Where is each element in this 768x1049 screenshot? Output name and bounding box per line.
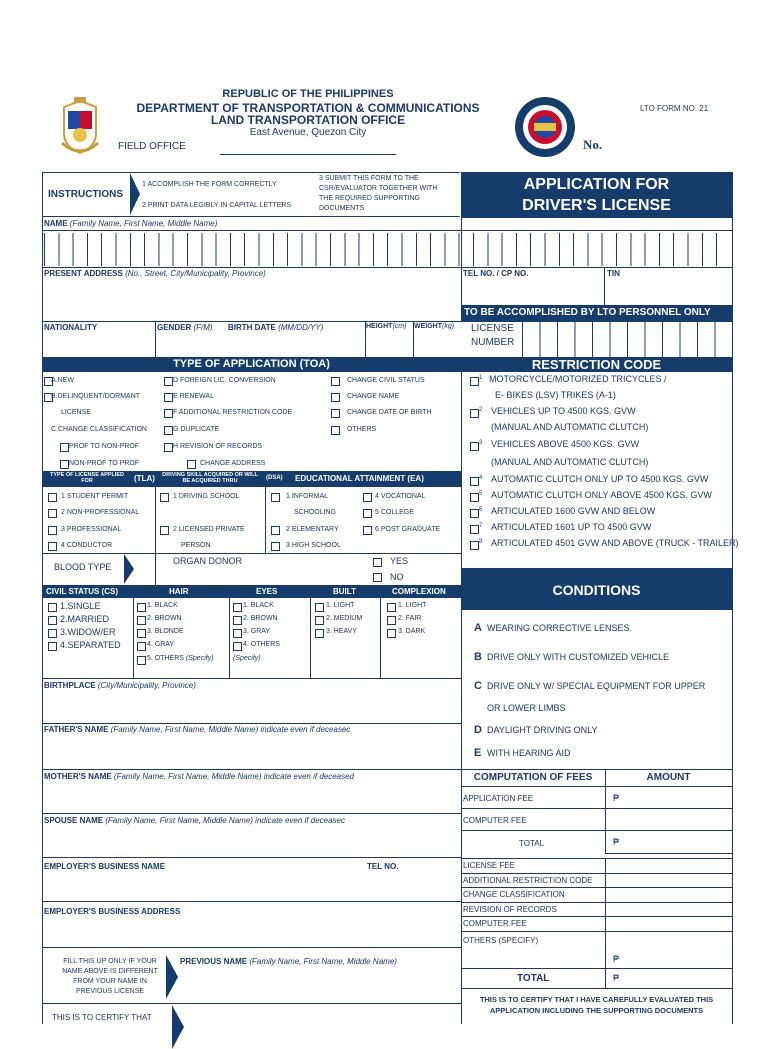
complexion-1-checkbox[interactable] [387,603,396,612]
instructions-title: INSTRUCTIONS [48,189,123,200]
fees-title: COMPUTATION OF FEES [473,772,593,783]
fee-total2-label: TOTAL [517,973,550,984]
fill-note-2: NAME ABOVE IS DIFFERENT [62,968,158,975]
civil-4-checkbox[interactable] [48,642,57,651]
condition-a-text: WEARING CORRECTIVE LENSES. [487,623,633,633]
complexion-title: COMPLEXION [392,587,446,596]
tla-2-label: 2 NON-PROFESSIONAL [61,509,140,516]
tin-label: TIN [607,269,620,278]
father-label: FATHER'S NAME (Family Name, First Name, Middle Name) indicate even if deceasec [44,725,351,734]
toa-change-address-checkbox[interactable] [187,460,196,469]
lto-form-number: LTO FORM NO. 21 [640,104,709,113]
header-lto: LAND TRANSPORTATION OFFICE [210,113,406,127]
hair-5-label: 5. OTHERS (Specify) [147,655,214,662]
restriction-8-num: 8 [479,539,483,545]
certify-right-2: APPLICATION INCLUDING THE SUPPORTING DOCUMENTS [489,1006,704,1015]
lto-only-bar [461,305,732,321]
ea-4-checkbox[interactable] [363,493,372,502]
dsa-1-checkbox[interactable] [160,493,169,502]
ea-5-checkbox[interactable] [363,509,372,518]
dsa-1-label: 1 DRIVING SCHOOL [173,493,240,500]
restriction-7-num: 7 [479,523,483,529]
tla-2-checkbox[interactable] [48,509,57,518]
toa-p2n-checkbox[interactable] [60,443,69,452]
toa-cname-label: CHANGE NAME [347,393,400,400]
instruction-3a: 3 SUBMIT THIS FORM TO THE [319,175,419,182]
condition-e-letter: E [474,747,482,759]
toa-civil-checkbox[interactable] [331,377,340,386]
condition-c-text: DRIVE ONLY W/ SPECIAL EQUIPMENT FOR UPPER [487,681,706,691]
hair-1-label: 1. BLACK [147,602,178,609]
header-department: DEPARTMENT OF TRANSPORTATION & COMMUNICATIONS [136,101,480,115]
dsa-2-label: 2 LICENSED PRIVATE [173,526,245,533]
dotc-seal-icon [58,97,102,157]
tla-dsa-ea-bar [42,471,461,487]
restriction-title-bar [461,357,732,372]
hair-3-checkbox[interactable] [137,629,146,638]
header-address: East Avenue, Quezon City [249,127,367,138]
fee-others-peso: ₱ [613,954,620,964]
civil-1-checkbox[interactable] [48,603,57,612]
eyes-3-label: 3. GRAY [243,628,271,635]
ea-2-checkbox[interactable] [271,526,280,535]
restriction-5-num: 5 [479,491,483,497]
instruction-3d: DOCUMENTS [319,205,365,212]
field-office-line[interactable] [220,154,396,155]
condition-d-text: DAYLIGHT DRIVING ONLY [487,725,598,735]
ea-2-label: 2 ELEMENTARY [286,526,339,533]
hair-1-checkbox[interactable] [137,603,146,612]
complexion-3-label: 3. DARK [398,628,426,635]
hair-title: HAIR [169,587,189,596]
restriction-2-label: VEHICLES UP TO 4500 KGS. GVW [491,406,636,416]
fee-license-label: LICENSE FEE [463,861,516,870]
license-number-label-a: LICENSE [471,323,514,334]
certify-right-1: THIS IS TO CERTIFY THAT I HAVE CAREFULLY EVALUATED THIS [479,995,714,1004]
header-republic: REPUBLIC OF THE PHILIPPINES [222,88,394,100]
hair-3-label: 3. BLONDE [147,628,184,635]
built-1-checkbox[interactable] [315,603,324,612]
restriction-1-label2: E- BIKES (LSV) TRIKES (A-1) [495,390,616,400]
toa-cname-checkbox[interactable] [331,393,340,402]
restriction-8-label: ARTICULATED 4501 GVW AND ABOVE (TRUCK - TRAILER) [491,538,739,548]
eyes-3-checkbox[interactable] [233,629,242,638]
toa-e-checkbox[interactable] [164,393,173,402]
employer-name-label: EMPLOYER'S BUSINESS NAME [44,862,166,871]
fee-computer-label: COMPUTER FEE [463,816,527,825]
toa-g-label: G DUPLICATE [173,426,220,433]
toa-title: TYPE OF APPLICATION (TOA) [173,358,330,370]
toa-others-label: OTHERS [347,426,377,433]
ea-3-checkbox[interactable] [271,542,280,551]
hair-5-checkbox[interactable] [137,656,146,665]
restriction-3-label: VEHICLES ABOVE 4500 KGS. GVW [491,439,640,449]
eyes-4-specify: (Specify) [233,655,261,662]
ea-3-label: 3 HIGH SCHOOL [286,542,341,549]
fee-total-peso: ₱ [613,837,620,847]
hair-4-checkbox[interactable] [137,642,146,651]
built-3-label: 3. HEAVY [326,628,357,635]
tla-1-checkbox[interactable] [48,493,57,502]
ea-1-checkbox[interactable] [271,493,280,502]
restriction-4-num: 4 [479,475,483,481]
eyes-4-label: 4. OTHERS [243,641,280,648]
toa-delinquent-label2: LICENSE [61,409,91,416]
built-2-checkbox[interactable] [315,616,324,625]
lto-logo-icon [514,96,576,158]
employer-name-field[interactable] [44,874,458,898]
certify-left-text: THIS IS TO CERTIFY THAT [52,1013,152,1022]
name-label: NAME (Family Name, First Name, Middle Name) [44,219,218,228]
tla-1-label: 1 STUDENT PERMIT [61,493,129,500]
tla-3-checkbox[interactable] [48,526,57,535]
restriction-2-label2: (MANUAL AND AUTOMATIC CLUTCH) [491,422,649,432]
restriction-1-num: 1 [479,375,483,381]
previous-name-field[interactable] [180,970,458,1000]
toa-new-label: A.NEW [51,377,74,384]
civil-3-checkbox[interactable] [48,629,57,638]
restriction-8-checkbox[interactable] [470,541,479,550]
tla-3-label: 3 PROFESSIONAL [61,526,122,533]
fee-revision-label: REVISION OF RECORDS [463,905,557,914]
tel-label: TEL NO. / CP NO. [463,269,529,278]
employer-address-field[interactable] [44,918,458,944]
toa-civil-label: CHANGE CIVIL STATUS [347,377,425,384]
hair-4-label: 4. GRAY [147,641,175,648]
ea-4-label: 4 VOCATIONAL [375,493,426,500]
restriction-6-checkbox[interactable] [470,509,479,518]
name-input-boxes[interactable] [44,233,730,266]
restriction-2-checkbox[interactable] [470,409,479,418]
built-1-label: 1. LIGHT [326,602,355,609]
toa-delinquent-label: B.DELINQUENT/DORMANT [51,393,141,400]
toa-cdob-label: CHANGE DATE OF BIRTH [347,409,432,416]
ea-6-label: 6 POST GRADUATE [375,526,441,533]
fill-note-1: FILL THIS UP ONLY IF YOUR [63,958,157,965]
restriction-7-label: ARTICULATED 1601 UP TO 4500 GVW [491,522,652,532]
restriction-3-label2: (MANUAL AND AUTOMATIC CLUTCH) [491,457,649,467]
birthdate-label: BIRTH DATE (MM/DD/YY) [228,323,324,332]
civil-4-label: 4.SEPARATED [60,640,121,650]
mother-label: MOTHER'S NAME (Family Name, First Name, Middle Name) indicate even if deceased [44,772,355,781]
previous-name-arrow [166,955,178,999]
donor-no-checkbox[interactable] [373,573,382,582]
ea-label: EDUCATIONAL ATTAINMENT (EA) [295,474,424,483]
complexion-1-label: 1. LIGHT [398,602,427,609]
fee-change-class-label: CHANGE CLASSIFICATION [463,890,565,899]
address-field[interactable] [44,282,458,318]
toa-f-label: F ADDITIONAL RESTRICTION CODE [173,409,293,416]
restriction-2-num: 2 [479,407,483,413]
restriction-6-label: ARTICULATED 1600 GVW AND BELOW [491,506,656,516]
toa-n2p-checkbox[interactable] [60,460,69,469]
condition-e-text: WITH HEARING AID [487,748,571,758]
toa-g-checkbox[interactable] [164,426,173,435]
condition-a-letter: A [474,622,482,634]
form-title-line1: APPLICATION FOR [523,176,670,193]
restriction-4-checkbox[interactable] [470,477,479,486]
complexion-2-checkbox[interactable] [387,616,396,625]
toa-f-checkbox[interactable] [164,409,173,418]
restriction-4-label: AUTOMATIC CLUTCH ONLY UP TO 4500 KGS. GVW [491,474,709,484]
instruction-1: 1 ACCOMPLISH THE FORM CORRECTLY [142,181,277,188]
certify-left-arrow [172,1005,184,1049]
license-number-label-b: NUMBER [471,337,515,348]
fill-note-3: FROM YOUR NAME IN [73,978,147,985]
fee-computer2-label: COMPUTER FEE [463,919,527,928]
restriction-6-num: 6 [479,507,483,513]
civil-2-label: 2.MARRIED [60,614,110,624]
dsa-2-label2: PERSON [181,542,211,549]
conditions-title: CONDITIONS [552,582,641,598]
form-no-label: No. [583,137,603,152]
toa-h-label: H REVISION OF RECORDS [173,443,263,450]
toa-change-address-label: CHANGE ADDRESS [200,460,266,467]
eyes-2-label: 2. BROWN [243,615,278,622]
complexion-3-checkbox[interactable] [387,629,396,638]
restriction-5-label: AUTOMATIC CLUTCH ONLY ABOVE 4500 KGS. GVW [491,490,712,500]
toa-p2n-label: PROF TO NON-PROF [69,443,140,450]
tla-4-label: 4 CONDUCTOR [61,542,113,549]
instruction-3c: THE REQUIRED SUPPORTING [319,195,420,202]
civil-1-label: 1.SINGLE [60,601,101,611]
built-2-label: 2. MEDIUM [326,615,363,622]
employer-tel-label: TEL NO. [367,862,399,871]
previous-name-label: PREVIOUS NAME (Family Name, First Name, Middle Name) [180,957,397,966]
blood-type-arrow [124,554,134,584]
hair-2-label: 2. BROWN [147,615,182,622]
tla-code: (TLA) [134,474,155,483]
organ-donor-label: ORGAN DONOR [173,556,243,566]
condition-c-letter: C [474,680,482,692]
father-field[interactable] [44,737,458,765]
dsa-label: DRIVING SKILL ACQUIRED OR WILL BE ACQUIRED THRU [162,472,258,484]
condition-b-text: DRIVE ONLY WITH CUSTOMIZED VEHICLE [487,652,670,662]
restriction-7-checkbox[interactable] [470,525,479,534]
restriction-5-checkbox[interactable] [470,493,479,502]
field-office-label: FIELD OFFICE [118,141,186,152]
toa-n2p-label: NON-PROF TO PROF [69,460,140,467]
address-label: PRESENT ADDRESS (No., Street, City/Municipality, Province) [44,269,266,278]
toa-change-class-label: C.CHANGE CLASSIFICATION [51,426,147,433]
toa-d-label: D FOREIGN LIC. CONVERSION [173,377,276,384]
birthplace-field[interactable] [44,693,458,721]
weight-label: WEIGHT(kg) [414,323,455,330]
eyes-title: EYES [256,587,278,596]
nationality-label: NATIONALITY [44,323,98,332]
restriction-1-label: MOTORCYCLE/MOTORIZED TRICYCLES / [489,374,667,384]
instruction-3b: CSR/EVALUATOR TOGETHER WITH [319,185,438,192]
mother-field[interactable] [44,784,458,810]
civil-status-title: CIVIL STATUS (CS) [46,587,118,596]
certify-right [461,994,732,1016]
toa-others-checkbox[interactable] [331,426,340,435]
tla-4-checkbox[interactable] [48,542,57,551]
toa-e-label: E RENEWAL [173,393,214,400]
instructions-arrow [130,173,140,215]
fee-application-peso: ₱ [613,793,620,803]
spouse-field[interactable] [44,828,458,854]
restriction-title: RESTRICTION CODE [531,357,662,372]
fee-total-label: TOTAL [519,839,545,848]
form-title-line2: DRIVER'S LICENSE [522,197,671,214]
built-3-checkbox[interactable] [315,629,324,638]
fee-application-label: APPLICATION FEE [463,794,534,803]
condition-c-text2: OR LOWER LIMBS [487,703,566,713]
eyes-1-checkbox[interactable] [233,603,242,612]
instruction-2: 2 PRINT DATA LEGIBLY IN CAPITAL LETTERS [142,202,292,209]
spouse-label: SPOUSE NAME (Family Name, First Name, Middle Name) indicate even if deceasec [44,816,345,825]
toa-title-bar [42,357,461,372]
hair-2-checkbox[interactable] [137,616,146,625]
condition-d-letter: D [474,724,482,736]
complexion-2-label: 2. FAIR [398,615,422,622]
toa-d-checkbox[interactable] [164,377,173,386]
ea-5-label: 5 COLLEGE [375,509,414,516]
form-title-box [461,172,732,218]
fee-others-label: OTHERS (SPECIFY) [463,936,539,945]
condition-b-letter: B [474,651,482,663]
lto-only-text: TO BE ACCOMPLISHED BY LTO PERSONNEL ONLY [464,307,711,318]
fees-amount-header: AMOUNT [646,772,691,783]
toa-h-checkbox[interactable] [164,443,173,452]
fee-arc-label: ADDITIONAL RESTRICTION CODE [463,876,593,885]
eyes-1-label: 1. BLACK [243,602,274,609]
restriction-3-num: 3 [479,440,483,446]
tla-label: TYPE OF LICENSE APPLIED FOR [49,472,125,484]
ea-6-checkbox[interactable] [363,526,372,535]
fill-note-4: PREVIOUS LICENSE [75,988,145,995]
conditions-bar [461,568,732,610]
dsa-code: (DSA) [266,475,283,481]
donor-yes-checkbox[interactable] [373,558,382,567]
ea-1-label2: SCHOOLING [294,509,337,516]
ea-1-label: 1 INFORMAL [286,493,329,500]
fee-total2-peso: ₱ [613,973,620,983]
donor-no-label: NO [390,572,404,582]
gender-label: GENDER (F/M) [157,323,213,332]
employer-address-label: EMPLOYER'S BUSINESS ADDRESS [44,907,181,916]
built-title: BUILT [333,587,356,596]
donor-yes-label: YES [390,556,409,566]
license-number-boxes[interactable] [522,321,732,357]
fill-note [44,957,176,997]
birthplace-label: BIRTHPLACE (City/Municipality, Province) [44,681,196,690]
dsa-2-checkbox[interactable] [160,526,169,535]
restriction-1-checkbox[interactable] [470,377,479,386]
civil-2-checkbox[interactable] [48,616,57,625]
toa-cdob-checkbox[interactable] [331,409,340,418]
blood-type-label: BLOOD TYPE [54,562,112,572]
civil-3-label: 3.WIDOW/ER [60,627,116,637]
height-label: HEIGHT(cm) [366,323,407,330]
eyes-2-checkbox[interactable] [233,616,242,625]
eyes-4-checkbox[interactable] [233,642,242,651]
restriction-3-checkbox[interactable] [470,442,479,451]
